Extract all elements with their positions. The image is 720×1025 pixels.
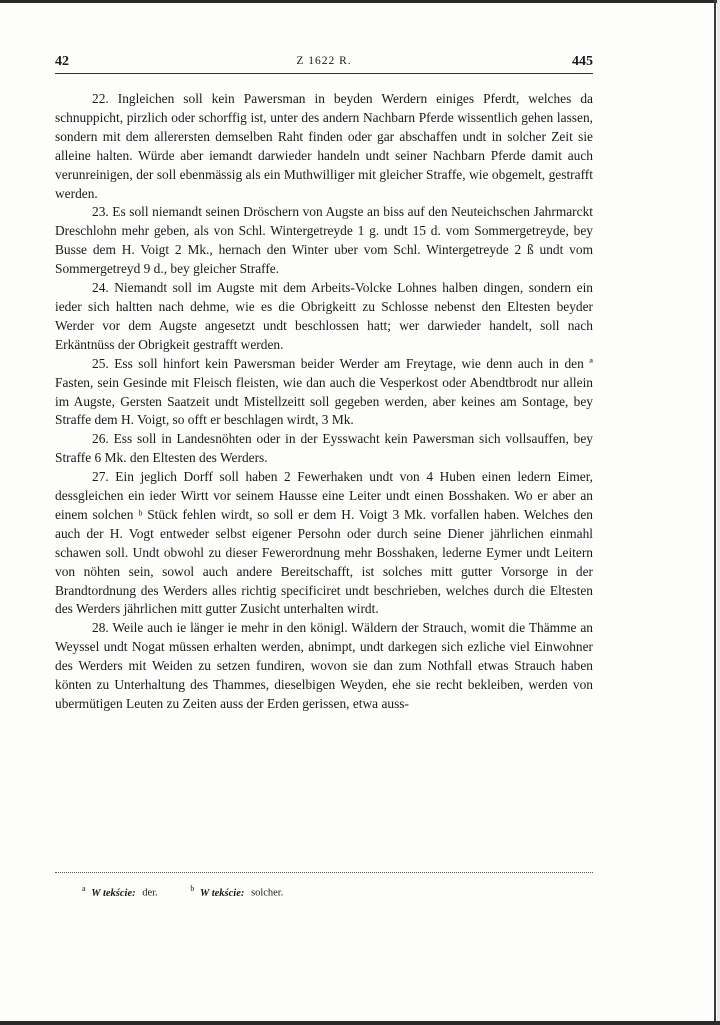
paragraph-25: 25. Ess soll hinfort kein Pawersman beider Werder am Freytage, wie denn auch in den ª Fasten, sein Gesinde mit Fleisch fleisten, wie dan auch die Vesperkost oder Abendtbrodt nur allein im Augste, Gersten Saatzeit undt Mistellzeitt soll gegeben werden, aber keines am Sontage, bey Straffe dem H. Voigt, so offt er beschlagen wirdt, 3 Mk. bbox=[55, 355, 593, 428]
footnote-label: W tekście: bbox=[91, 887, 136, 899]
running-title: Z 1622 R. bbox=[296, 55, 352, 67]
header-rule bbox=[55, 73, 593, 74]
footnote-label: W tekście: bbox=[199, 887, 245, 899]
page-number-left: 42 bbox=[55, 54, 69, 69]
paragraph-24: 24. Niemandt soll im Augste mit dem Arbeits-Volcke Lohnes halben dingen, sondern ein ieder sich haltten nach dehme, wie es die Obrigkeitt zu Schlosse nebenst den Eltesten beyder Werder vor dem Augste angesetzt undt beschlossen hatt; wer darwieder handelt, soll nach Erkäntnüss der Obrigkeit gestrafft werden. bbox=[55, 280, 593, 352]
paragraph-22: 22. Ingleichen soll kein Pawersman in beyden Werdern einiges Pferdt, welches da schnuppicht, pirzlich oder schorffig ist, unter des andern Nachbarn Pferde wissentlich gehen lassen, sondern mit dem allerersten demselben Raht finden oder gar abschaffen undt in solcher Zeit sie alleine halten. Würde aber iemandt darwieder handeln undt seiner Nachbarn Pferde damit auch verunreinigen, der soll ebenmässig als ein Muthwilliger mit gleicher Straffe, wie obgemelt, gestrafft werden. bbox=[55, 91, 593, 201]
scan-edge-top bbox=[0, 0, 720, 3]
body-text bbox=[55, 90, 593, 714]
footnote-mark: a bbox=[82, 884, 86, 893]
footnote-a bbox=[82, 884, 158, 899]
footnote-text: solcher. bbox=[250, 887, 284, 899]
footnotes bbox=[82, 884, 313, 899]
scan-edge-bottom bbox=[0, 1021, 720, 1025]
footnote-rule bbox=[55, 872, 593, 875]
paragraph-26: 26. Ess soll in Landesnöhten oder in der Eysswacht kein Pawersman sich vollsauffen, bey Straffe 6 Mk. den Eltesten des Werders. bbox=[55, 431, 593, 466]
page-number-right: 445 bbox=[572, 54, 593, 69]
footnote-mark: b bbox=[190, 884, 195, 893]
paragraph-27: 27. Ein jeglich Dorff soll haben 2 Fewerhaken undt von 4 Huben einen ledern Eimer, dessgleichen ein ieder Wirtt vor seinem Hausse eine Leiter undt einen Bosshaken. Wo er aber an einem solchen ᵇ Stück fehlen wirdt, so soll er dem H. Voigt 3 Mk. vorfallen haben. Welches den auch der H. Vogt entweder selbst eigener Persohn oder durch seine Diener jährlichen einmahl schawen soll. Undt obwohl zu dieser Fewerordnung mehr Bosshaken, lederne Eymer undt Leitern von nöhten sein, sowol auch andere Bereitschafft, ist solches mitt gutter Vorsorge in der Brandtordnung des Werders alles richtig specificiret undt beschrieben, welches durch die Eltesten des Werders jährlichen mitt gutter Zusicht unterhalten wirdt. bbox=[55, 469, 593, 617]
footnote-text: der. bbox=[142, 887, 158, 899]
scan-edge-right bbox=[714, 0, 716, 1025]
paragraph-23: 23. Es soll niemandt seinen Dröschern von Augste an biss auf den Neuteichschen Jahrmarckt Dreschlohn mehr geben, als von Schl. Wintergetreyde 1 g. undt 15 d. vom Sommergetreyde, bey Busse dem H. Voigt 2 Mk., hernach den Winter uber vom Schl. Wintergetreyde 2 ß undt vom Sommergetreyd 9 d., bey gleicher Straffe. bbox=[55, 204, 593, 277]
paragraph-28: 28. Weile auch ie länger ie mehr in den königl. Wäldern der Strauch, womit die Thämme an Weyssel undt Nogat müssen erhalten werden, abnimpt, undt darkegen sich ezliche viel Einwohner des Werders mit Weiden zu setzen fundiren, wovon sie dan zum Nothfall etwas Strauch haben könten zu Unterhaltung des Thammes, dieselbigen Weyden, ehe sie recht bekleiben, werden von ubermütigen Leuten zu Zeiten auss der Erden gerissen, etwa auss- bbox=[55, 620, 593, 711]
footnote-b bbox=[190, 884, 283, 899]
